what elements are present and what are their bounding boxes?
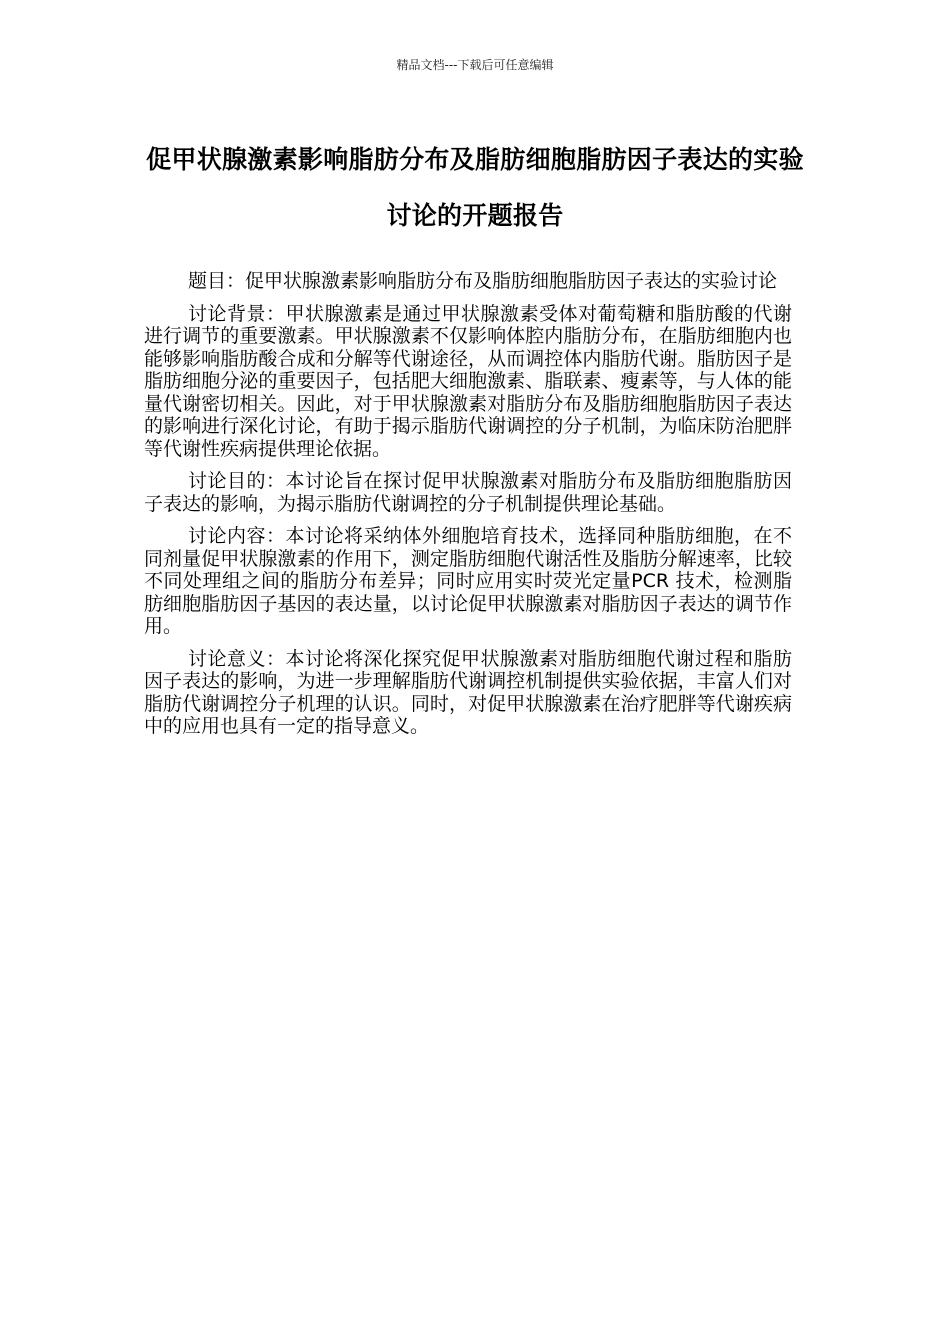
paragraph-purpose: 讨论目的：本讨论旨在探讨促甲状腺激素对脂肪分布及脂肪细胞脂肪因子表达的影响，为揭示脂肪代谢调控的分子机制提供理论基础。 <box>144 470 792 515</box>
page-header: 精品文档---下载后可任意编辑 <box>396 58 554 72</box>
paragraph-content: 讨论内容：本讨论将采纳体外细胞培育技术，选择同种脂肪细胞，在不同剂量促甲状腺激素的作用下，测定脂肪细胞代谢活性及脂肪分解速率，比较不同处理组之间的脂肪分布差异；同时应用实时荧光定量PCR 技术，检测脂肪细胞脂肪因子基因的表达量，以讨论促甲状腺激素对脂肪因子表达的调节作用。 <box>144 525 792 637</box>
document-body <box>144 270 792 748</box>
paragraph-significance: 讨论意义：本讨论将深化探究促甲状腺激素对脂肪细胞代谢过程和脂肪因子表达的影响，为进一步理解脂肪代谢调控机制提供实验依据，丰富人们对脂肪代谢调控分子机理的认识。同时，对促甲状腺激素在治疗肥胖等代谢疾病中的应用也具有一定的指导意义。 <box>144 647 792 737</box>
document-title: 促甲状腺激素影响脂肪分布及脂肪细胞脂肪因子表达的实验讨论的开题报告 <box>146 145 804 230</box>
paragraph-background: 讨论背景：甲状腺激素是通过甲状腺激素受体对葡萄糖和脂肪酸的代谢进行调节的重要激素。甲状腺激素不仅影响体腔内脂肪分布，在脂肪细胞内也能够影响脂肪酸合成和分解等代谢途径，从而调控体内脂肪代谢。脂肪因子是脂肪细胞分泌的重要因子，包括肥大细胞激素、脂联素、瘦素等，与人体的能量代谢密切相关。因此，对于甲状腺激素对脂肪分布及脂肪细胞脂肪因子表达的影响进行深化讨论，有助于揭示脂肪代谢调控的分子机制，为临床防治肥胖等代谢性疾病提供理论依据。 <box>144 302 792 460</box>
paragraph-topic: 题目：促甲状腺激素影响脂肪分布及脂肪细胞脂肪因子表达的实验讨论 <box>188 270 778 292</box>
